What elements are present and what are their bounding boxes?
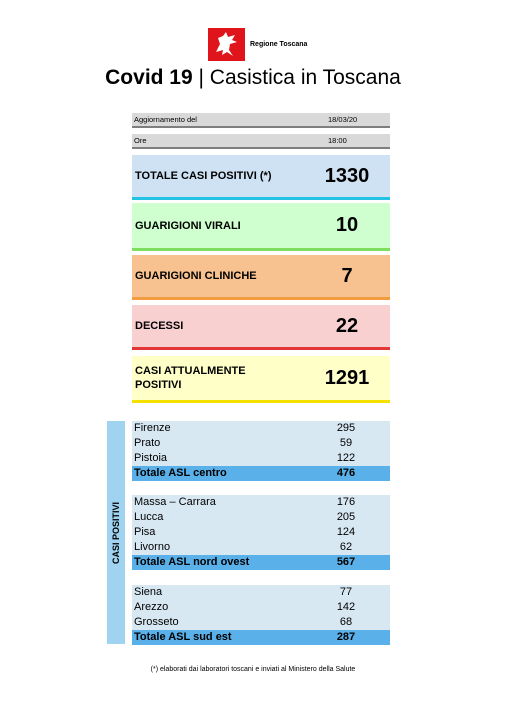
title-rest: Casistica in Toscana [209, 66, 401, 89]
row-value: 287 [336, 631, 356, 643]
title-bold: Covid 19 [105, 66, 193, 89]
summary-value: 22 [335, 314, 359, 337]
page-title [0, 66, 506, 90]
summary-box [132, 356, 390, 403]
summary-box [132, 255, 390, 300]
table-row [132, 615, 390, 630]
row-name: Totale ASL centro [134, 467, 227, 479]
summary-label: GUARIGIONI CLINICHE [135, 270, 257, 282]
row-name: Pistoia [134, 452, 168, 464]
summary-label: CASI ATTUALMENTE POSITIVI [135, 365, 246, 391]
table-total-row [132, 630, 390, 645]
title-separator: | [192, 66, 210, 89]
update-time-row [132, 134, 390, 149]
asl-group [132, 421, 390, 481]
table-row [132, 451, 390, 466]
table-row [132, 525, 390, 540]
update-date-label: Aggiornamento del [134, 115, 197, 124]
table-total-row [132, 555, 390, 570]
row-value: 62 [339, 541, 353, 553]
summary-label: DECESSI [135, 320, 184, 332]
pegasus-logo-icon [208, 28, 245, 61]
asl-group [132, 585, 390, 645]
row-name: Livorno [134, 541, 171, 553]
row-value: 476 [336, 467, 356, 479]
row-value: 567 [336, 556, 356, 568]
row-value: 59 [339, 437, 353, 449]
row-name: Grosseto [134, 616, 179, 628]
summary-box [132, 203, 390, 251]
row-value: 68 [339, 616, 353, 628]
row-value: 124 [336, 526, 356, 538]
table-row [132, 495, 390, 510]
table-row [132, 510, 390, 525]
row-name: Arezzo [134, 601, 169, 613]
table-row [132, 600, 390, 615]
summary-label: GUARIGIONI VIRALI [135, 219, 241, 232]
table-row [132, 436, 390, 451]
summary-value: 7 [341, 264, 353, 287]
table-row [132, 421, 390, 436]
update-date-value: 18/03/20 [328, 115, 358, 124]
row-value: 205 [336, 511, 356, 523]
row-value: 122 [336, 452, 356, 464]
row-name: Firenze [134, 422, 171, 434]
row-value: 176 [336, 496, 356, 508]
table-row [132, 585, 390, 600]
summary-value: 1291 [324, 366, 370, 389]
summary-value: 10 [335, 214, 359, 236]
row-name: Massa – Carrara [134, 496, 216, 508]
row-name: Totale ASL sud est [134, 631, 232, 643]
summary-box [132, 305, 390, 350]
update-time-label: Ore [134, 136, 147, 145]
row-value: 142 [336, 601, 356, 613]
row-name: Pisa [134, 526, 156, 538]
row-value: 77 [339, 586, 353, 598]
region-logo [208, 28, 307, 61]
row-name: Lucca [134, 511, 164, 523]
summary-value: 1330 [324, 164, 370, 187]
sidebar-label: CASI POSITIVI [111, 501, 121, 564]
asl-group [132, 495, 390, 570]
region-name: Regione Toscana [250, 41, 308, 48]
update-date-row [132, 113, 390, 128]
row-name: Siena [134, 586, 163, 598]
row-value: 295 [336, 422, 356, 434]
row-name: Totale ASL nord ovest [134, 556, 250, 568]
table-total-row [132, 466, 390, 481]
footnote: (*) elaborati dai laboratori toscani e inviati al Ministero della Salute [150, 666, 356, 673]
row-name: Prato [134, 437, 161, 449]
summary-label: TOTALE CASI POSITIVI (*) [135, 170, 272, 182]
summary-box [132, 155, 390, 200]
table-row [132, 540, 390, 555]
update-time-value: 18:00 [328, 136, 347, 145]
sidebar-label-bar [107, 421, 125, 644]
